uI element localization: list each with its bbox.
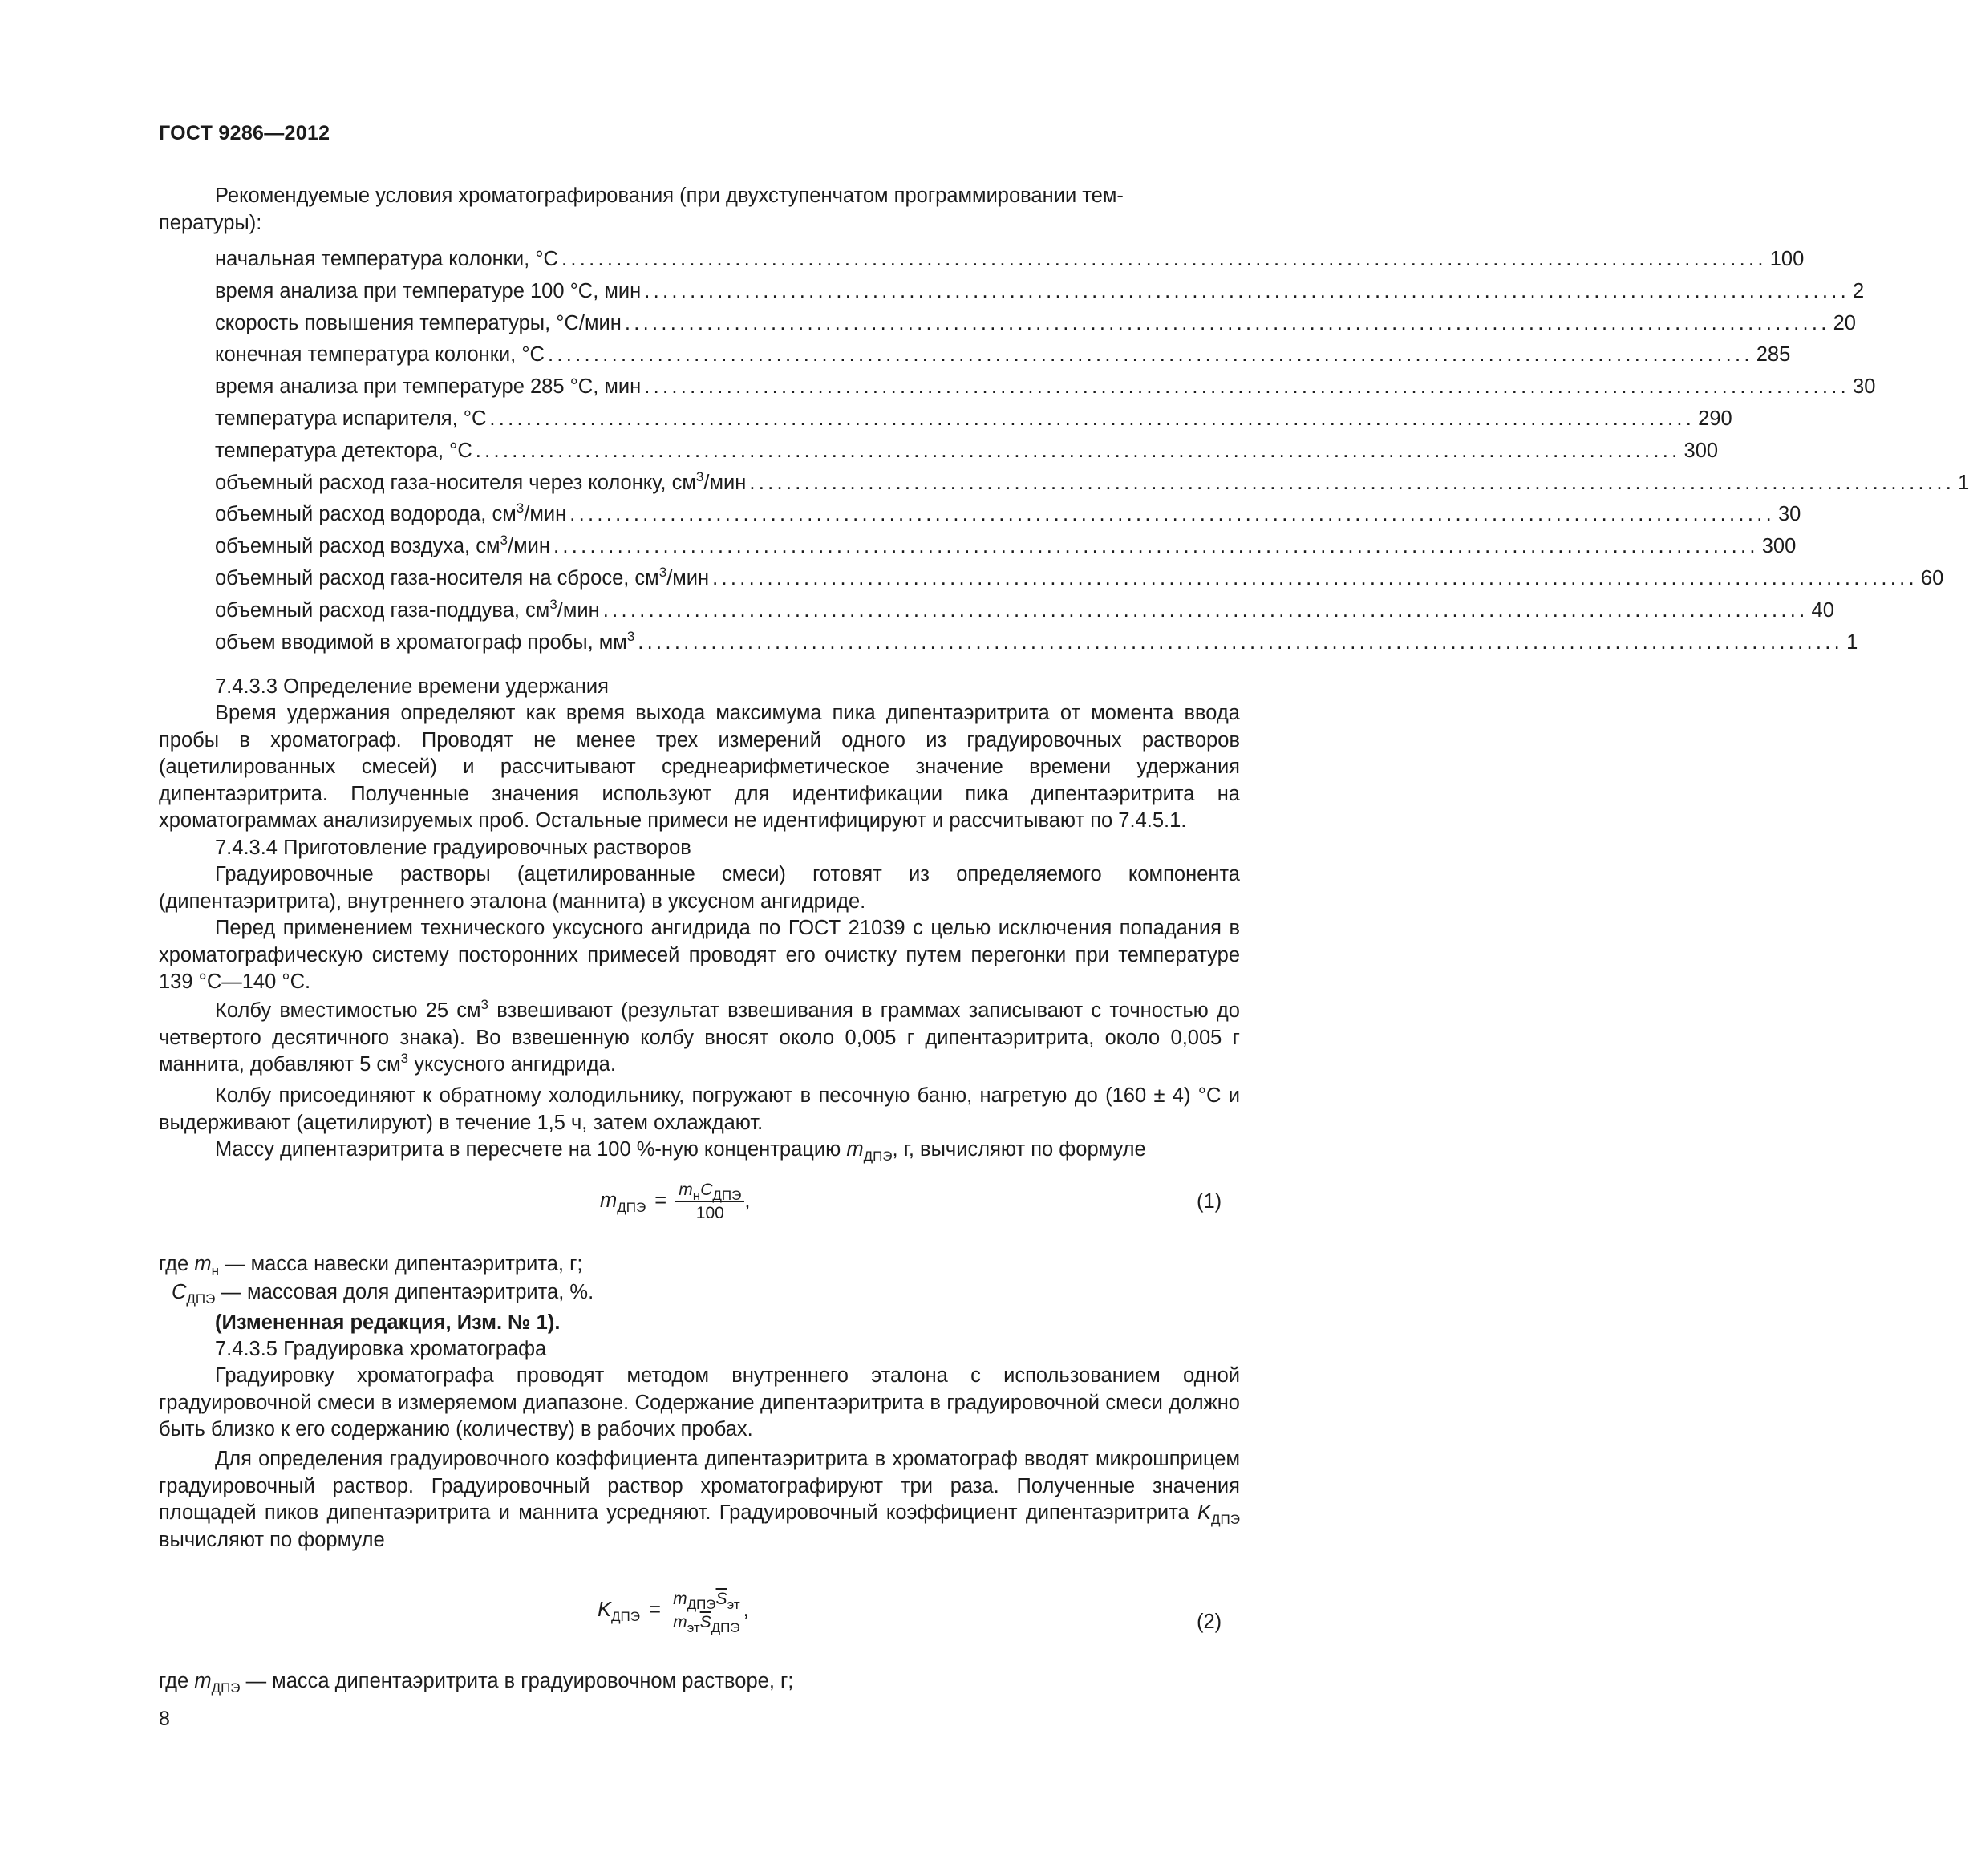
condition-value: 20 (1833, 311, 1856, 334)
condition-row (215, 341, 1791, 368)
condition-label: время анализа при температуре 100 °С, мин (215, 279, 642, 302)
paragraph-7434-5: Массу дипентаэритрита в пересчете на 100 %-ную концентрацию $m_{ДПЭ}$, г, вычисляют по формуле (215, 1138, 1146, 1164)
condition-label: объемный расход газа-носителя через колонку, $см^3$/мин (215, 468, 747, 494)
condition-label: объем вводимой в хроматограф пробы, $мм^3$ (215, 628, 635, 654)
condition-row (215, 628, 1858, 656)
condition-value: 30 (1777, 503, 1801, 526)
leader-dots: .................................................................................................................................... (624, 311, 1830, 334)
leader-dots: .................................................................................................................................... (749, 471, 1955, 494)
condition-row (215, 310, 1856, 337)
condition-label: температура испарителя, °С (215, 407, 487, 430)
condition-row (215, 373, 1876, 400)
condition-row (215, 468, 1969, 496)
condition-row (215, 278, 1865, 305)
condition-value: 300 (1683, 439, 1719, 462)
condition-label: температура детектора, °С (215, 439, 472, 462)
leader-dots: .................................................................................................................................... (547, 343, 1753, 367)
condition-value: 285 (1756, 343, 1791, 367)
equation-number-1: (1) (1197, 1190, 1222, 1213)
page-number: 8 (159, 1708, 170, 1730)
paragraph-7433: Время удержания определяют как время выхода максимума пика дипентаэритрита от момента ввода пробы в хроматограф. Проводят не менее трех измерений одного из градуировочных растворов (ацетилированных смесей) и рассчитывают среднеарифметическое значение времени удержания дипентаэритрита. Полученные значения используют для идентификации пика дипентаэритрита на хроматограммах анализируемых проб. Остальные примеси не идентифицируют и рассчитывают по 7.4.5.1. (159, 702, 1240, 832)
amendment-note: (Измененная редакция, Изм. № 1). (215, 1311, 561, 1334)
paragraph-7434-4: Колбу присоединяют к обратному холодильнику, погружают в песочную баню, нагретую до (160 ± 4) °С и выдерживают (ацетилируют) в течение 1,5 ч, затем охлаждают. (159, 1084, 1240, 1134)
condition-value: 100 (1769, 248, 1805, 270)
section-heading-7434: 7.4.3.4 Приготовление градуировочных растворов (215, 837, 691, 859)
formula-2-fraction: $\frac{m_{ДПЭ}\overline{S}_{эт}}{m_{эт}\overline{S}_{ДПЭ}}$ (670, 1590, 743, 1632)
paragraph-7434-3: Колбу вместимостью 25 $см^3$ взвешивают (результат взвешивания в граммах записывают с точностью до четвертого десятичного знака). Во взвешенную колбу вносят около 0,005 г дипентаэритрита, около 0,005 г маннита, добавляют 5 $см^3$ уксусного ангидрида. (159, 997, 1240, 1076)
condition-label: время анализа при температуре 285 °С, мин (215, 375, 642, 399)
condition-row (215, 533, 1797, 560)
paragraph-7435-1: Градуировку хроматографа проводят методом внутреннего эталона с использованием одной градуировочной смеси в измеряемом диапазоне. Содержание дипентаэритрита в градуировочной смеси должно быть близко к его содержанию (количеству) в рабочих пробах. (159, 1364, 1240, 1440)
leader-dots: .................................................................................................................................... (602, 598, 1809, 622)
where-2-line-1: где $m_{ДПЭ}$ — масса дипентаэритрита в градуировочном растворе, г; (159, 1670, 794, 1696)
document-header: ГОСТ 9286—2012 (159, 122, 330, 144)
section-heading-7433: 7.4.3.3 Определение времени удержания (215, 675, 609, 698)
intro-paragraph: Рекомендуемые условия хроматографирования (при двухступенчатом программировании тем- пературы): (159, 184, 1124, 234)
condition-row (215, 405, 1732, 432)
condition-value: 1 (1846, 630, 1858, 654)
condition-label: объемный расход воздуха, $см^3$/мин (215, 533, 550, 558)
condition-label: объемный расход водорода, $см^3$/мин (215, 500, 567, 526)
condition-value: 290 (1698, 407, 1732, 430)
condition-value: 1 (1958, 471, 1969, 494)
leader-dots: .................................................................................................................................... (489, 407, 1696, 430)
leader-dots: .................................................................................................................................... (561, 248, 1767, 270)
leader-dots: .................................................................................................................................... (712, 567, 1918, 590)
leader-dots: .................................................................................................................................... (644, 375, 1850, 399)
paragraph-7435-2: Для определения градуировочного коэффициента дипентаэритрита в хроматограф вводят микрошприцем градуировочный раствор. Градуировочный раствор хроматографируют три раза. Полученные значения площадей пиков дипентаэритрита и маннита усредняют. Градуировочный коэффициент дипентаэритрита $K_{ДПЭ}$ вычисляют по формуле (159, 1448, 1240, 1551)
leader-dots: .................................................................................................................................... (475, 439, 1681, 462)
paragraph-7434-1: Градуировочные растворы (ацетилированные смеси) готовят из определяемого компонента (дипентаэритрита), внутреннего эталона (маннита) в уксусном ангидриде. (159, 863, 1240, 913)
section-heading-7435: 7.4.3.5 Градуировка хроматографа (215, 1338, 547, 1360)
where-1-line-1: где $m_н$ — масса навески дипентаэритрита, г; (159, 1253, 583, 1278)
condition-label: объемный расход газа-носителя на сбросе, $см^3$/мин (215, 565, 710, 590)
condition-row (215, 500, 1801, 528)
condition-label: скорость повышения температуры, °С/мин (215, 311, 622, 334)
condition-row (215, 437, 1719, 464)
formula-1-fraction: $\frac{m_нC_{ДПЭ}}{100}$ (675, 1181, 744, 1223)
formula-2: $K_{ДПЭ}$ = $\frac{m_{ДПЭ}\overline{S}_{эт}}{m_{эт}\overline{S}_{ДПЭ}}$ , (598, 1590, 749, 1635)
condition-label: начальная температура колонки, °С (215, 248, 558, 270)
where-1-line-2: $C_{ДПЭ}$ — массовая доля дипентаэритрита, %. (172, 1281, 594, 1307)
condition-row (215, 596, 1834, 624)
condition-row (215, 245, 1805, 273)
leader-dots: .................................................................................................................................... (638, 630, 1844, 654)
condition-label: объемный расход газа-поддува, $см^3$/мин (215, 596, 600, 622)
formula-1: $m_{ДПЭ}$ = $\frac{m_нC_{ДПЭ}}{100}$ , (600, 1181, 751, 1222)
condition-value: 2 (1853, 279, 1865, 302)
equation-number-2: (2) (1197, 1611, 1222, 1633)
leader-dots: .................................................................................................................................... (569, 503, 1775, 526)
condition-value: 40 (1811, 598, 1834, 622)
leader-dots: .................................................................................................................................... (644, 279, 1850, 302)
leader-dots: .................................................................................................................................... (553, 535, 1759, 558)
condition-value: 30 (1853, 375, 1876, 399)
condition-value: 300 (1761, 535, 1797, 558)
condition-label: конечная температура колонки, °С (215, 343, 545, 367)
condition-row (215, 565, 1944, 592)
condition-value: 60 (1920, 567, 1944, 590)
paragraph-7434-2: Перед применением технического уксусного ангидрида по ГОСТ 21039 с целью исключения попадания в хроматографическую систему посторонних примесей проводят его очистку путем перегонки при температуре 139 °С—140 °С. (159, 917, 1240, 993)
